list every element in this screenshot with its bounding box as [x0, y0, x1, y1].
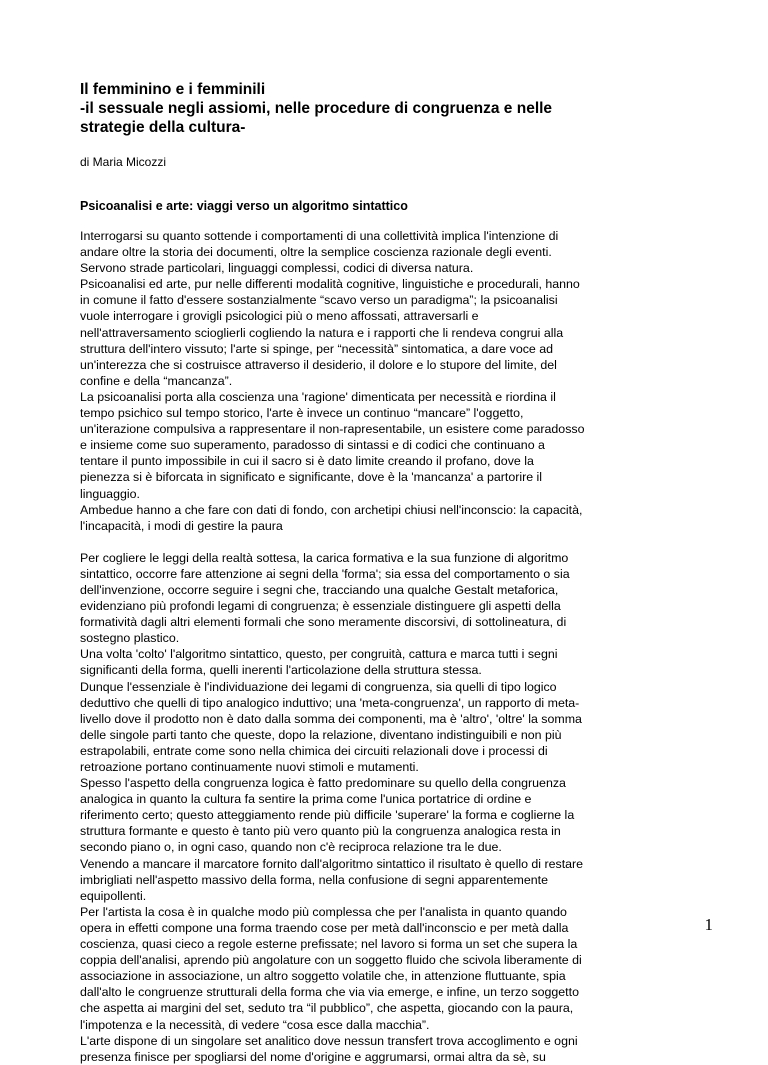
text-line: tentare il punto impossibile in cui il sacro si è dato limite creando il profano, dove la [80, 454, 534, 469]
subtitle-line: strategie della cultura- [80, 119, 246, 136]
text-line: riferimento certo; questo atteggiamento rende più difficile 'superare' la forma e coglierne la [80, 808, 575, 823]
text-line: tempo psichico sul tempo storico, l'arte è invece un continuo “mancare” l'oggetto, [80, 406, 524, 421]
text-line: coppia dell'analisi, aprendo più angolature con un soggetto fluido che scivola liberamente di [80, 953, 582, 968]
text-line: l'incapacità, i modi di gestire la paura [80, 518, 283, 533]
text-line: e insieme come suo superamento, paradosso di sintassi e di codici che continuano a [80, 438, 545, 453]
text-line: struttura formante e questo è tanto più vero quanto più la congruenza analogica resta in [80, 824, 561, 839]
text-line: Psicoanalisi ed arte, pur nelle differenti modalità cognitive, linguistiche e procedurali, hanno [80, 277, 580, 292]
text-line: dall'alto le congruenze strutturali della forma che via via emerge, e infine, un terzo soggetto [80, 985, 579, 1000]
text-line: vuole interrogare i grovigli psicologici più o meno affossati, attraversarli e [80, 309, 479, 324]
document-title [80, 80, 680, 137]
author-byline: di Maria Micozzi [80, 155, 167, 169]
page-number: 1 [704, 915, 713, 934]
text-line: sostegno plastico. [80, 631, 180, 646]
text-line: che aspetta ai margini del set, seduto tra “il pubblico”, che aspetta, giocando con la paura, [80, 1001, 574, 1016]
text-line: linguaggio. [80, 486, 140, 501]
text-line: Per cogliere le leggi della realtà sottesa, la carica formativa e la sua funzione di algoritmo [80, 550, 569, 565]
text-line: Ambedue hanno a che fare con dati di fondo, con archetipi chiusi nell'inconscio: la capacità, [80, 502, 583, 517]
text-line: secondo piano o, in ogni caso, quando non c'è reciproca relazione tra le due. [80, 840, 502, 855]
text-line: coscienza, quasi cieco a regole esterne prefissate; nel lavoro si forma un set che supera la [80, 937, 578, 952]
text-line: equipollenti. [80, 888, 147, 903]
text-line: Per l'artista la cosa è in qualche modo più complessa che per l'analista in quanto quando [80, 904, 567, 919]
text-line: formatività dagli altri elementi formali che sono meramente discorsivi, di sottolineatura, di [80, 615, 567, 630]
text-line: significanti della forma, quelli inerenti l'articolazione della struttura stessa. [80, 663, 482, 678]
text-line: evidenziano più profondi legami di congruenza; è essenziale distinguere gli aspetti della [80, 599, 561, 614]
text-line: Venendo a mancare il marcatore fornito dall'algoritmo sintattico il risultato è quello di restare [80, 856, 584, 871]
text-line: Dunque l'essenziale è l'individuazione dei legami di congruenza, sia quelli di tipo logico [80, 679, 557, 694]
text-line: confine e della “mancanza”. [80, 373, 233, 388]
subtitle-line: -il sessuale negli assiomi, nelle procedure di congruenza e nelle [80, 100, 553, 117]
text-line: andare oltre la storia dei documenti, oltre la semplice coscienza razionale degli eventi. [80, 245, 552, 260]
text-line: opera in effetti compone una forma traendo cose per metà dall'inconscio e per metà dalla [80, 920, 569, 935]
text-line: in comune il fatto d'essere sostanzialmente “scavo verso un paradigma”; la psicoanalisi [80, 293, 558, 308]
text-line: un'iterazione compulsiva a rappresentare il non-rapresentabile, un esistere come paradosso [80, 422, 585, 437]
text-line: retroazione portano continuamente nuovi stimoli e mutamenti. [80, 760, 419, 774]
text-line: imbrigliati nell'aspetto massivo della forma, nella confusione di segni apparentemente [80, 872, 548, 887]
text-line: dell'invenzione, occorre seguire i segni che, tracciando una qualche Gestalt metaforica, [80, 582, 559, 597]
text-line: Una volta 'colto' l'algoritmo sintattico, questo, per congruità, cattura e marca tutti i segni [80, 647, 558, 662]
text-line: Spesso l'aspetto della congruenza logica è fatto predominare su quello della congruenza [80, 776, 566, 791]
text-line: livello dove il prodotto non è dato dalla somma dei componenti, ma è 'altro', 'oltre' la somma [80, 711, 582, 726]
text-line: Servono strade particolari, linguaggi complessi, codici di diversa natura. [80, 261, 474, 276]
body-paragraph-block [80, 550, 680, 1065]
text-line: delle singole parti tanto che queste, dopo la relazione, diventano indistinguibili e non più [80, 727, 562, 742]
body-paragraph-block [80, 228, 680, 534]
text-line: L'arte dispone di un singolare set analitico dove nessun transfert trova accoglimento e ogni [80, 1033, 578, 1048]
text-line: nell'attraversamento scioglierli cogliendo la natura e i rapporti che li rendeva congrui alla [80, 325, 564, 340]
section-heading: Psicoanalisi e arte: viaggi verso un algoritmo sintattico [80, 199, 408, 213]
text-line: analogica in quanto la cultura fa sentire la prima come l'unica portatrice di ordine e [80, 792, 532, 807]
text-line: presenza finisce per spogliarsi del nome d'origine e aggrumarsi, ormai altra da sè, su [80, 1049, 546, 1064]
text-line: estrapolabili, entrate come sono nella chimica dei circuiti relazionali dove i processi di [80, 743, 548, 758]
text-line: associazione in associazione, un altro soggetto volatile che, in attenzione fluttuante, spia [80, 969, 566, 984]
text-line: l'impotenza e la necessità, di vedere “cosa esce dalla macchia”. [80, 1017, 430, 1032]
title-line: Il femminino e i femminili [80, 81, 266, 98]
text-line: un'interezza che si costruisce attraverso il desiderio, il dolore e lo stupore del limite, del [80, 357, 557, 372]
document-page [80, 80, 680, 1065]
text-line: La psicoanalisi porta alla coscienza una 'ragione' dimenticata per necessità e riordina il [80, 389, 556, 404]
text-line: deduttivo che quelli di tipo analogico induttivo; una 'meta-congruenza', un rapporto di meta- [80, 695, 580, 710]
text-line: Interrogarsi su quanto sottende i comportamenti di una collettività implica l'intenzione di [80, 229, 559, 243]
text-line: pienezza si è biforcata in significato e significante, dove è la 'mancanza' a partorire il [80, 470, 543, 485]
text-line: struttura dell'intero vissuto; l'arte si spinge, per “necessità” sintomatica, a dare voce ad [80, 341, 554, 356]
text-line: sintattico, occorre fare attenzione ai segni della 'forma'; sia essa del comportamento o sia [80, 566, 570, 581]
